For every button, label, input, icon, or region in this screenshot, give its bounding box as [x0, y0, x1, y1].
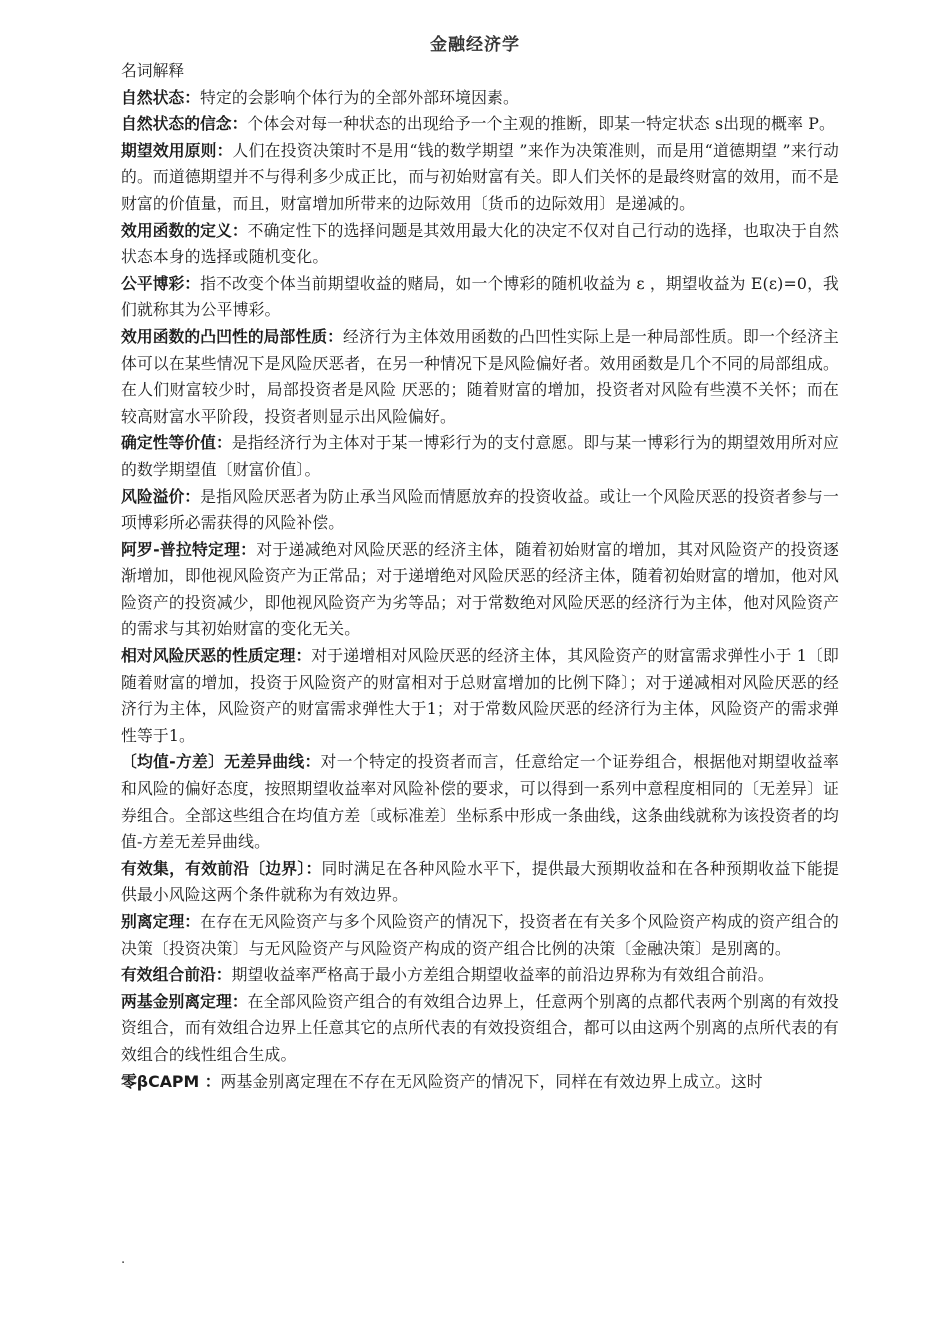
entry-expected-utility	[121, 138, 839, 218]
entry-term: 风险溢价	[121, 486, 185, 506]
entry-natural-state-belief	[121, 111, 839, 138]
entry-certainty-equivalent	[121, 430, 839, 483]
entry-definition: 指不改变个体当前期望收益的赌局，如一个博彩的随机收益为 ε ，期望收益为 E(ε)=0，我们就称其为公平博彩。	[121, 273, 839, 320]
entry-definition: 两基金别离定理在不存在无风险资产的情况下，同样在有效边界上成立。这时	[220, 1071, 763, 1091]
entry-term: 零βCAPM	[121, 1071, 200, 1091]
entry-separator: ：	[184, 87, 201, 107]
entry-separator: ：	[327, 326, 343, 346]
entry-term: 确定性等价值	[121, 433, 216, 453]
entry-term: 期望效用原则	[121, 140, 217, 160]
entry-definition: 对一个特定的投资者而言，任意给定一个证券组合，根据他对期望收益率和风险的偏好态度，按照期望收益率对风险补偿的要求，可以得到一系列中意程度相同的〔无差异〕证券组合。全部这些组合在均值方差〔或标准差〕坐标系中形成一条曲线，这条曲线就称为该投资者的均值-方差无差异曲线。	[121, 752, 839, 852]
entry-risk-premium	[121, 484, 839, 537]
entry-separator: ：	[231, 220, 248, 240]
section-title: 名词解释	[121, 61, 185, 80]
entry-term: 相对风险厌恶的性质定理	[121, 646, 296, 666]
entry-natural-state	[121, 85, 839, 112]
entry-separator: ：	[304, 752, 321, 772]
footer-mark: .	[121, 1252, 126, 1267]
page-header-title: 金融经济学	[430, 35, 520, 55]
entry-convexity-local	[121, 324, 839, 430]
entry-separator: ：	[199, 1071, 221, 1091]
entry-separator: ：	[216, 140, 233, 160]
entry-term: 效用函数的定义	[121, 220, 232, 240]
entry-relative-risk-aversion	[121, 643, 839, 749]
entry-definition: 是指风险厌恶者为防止承当风险而情愿放弃的投资收益。或让一个风险厌恶的投资者参与一项博彩所必需获得的风险补偿。	[121, 486, 839, 533]
entry-definition: 是指经济行为主体对于某一博彩行为的支付意愿。即与某一博彩行为的期望效用所对应的数学期望值〔财富价值〕。	[121, 433, 839, 479]
entry-definition: 同时满足在各种风险水平下，提供最大预期收益和在各种预期收益下能提供最小风险这两个条件就称为有效边界。	[121, 858, 839, 905]
entry-definition: 特定的会影响个体行为的全部外部环境因素。	[200, 87, 519, 107]
entry-zero-beta-capm	[121, 1069, 839, 1096]
entry-two-fund-separation	[121, 989, 839, 1069]
entry-efficient-frontier	[121, 856, 839, 909]
entry-efficient-portfolio-frontier	[121, 962, 839, 989]
entry-separator: ：	[295, 646, 312, 666]
entry-definition: 人们在投资决策时不是用“钱的数学期望 ”来作为决策准则，而是用“道德期望 ”来行动的。而道德期望并不与得利多少成正比，而与初始财富有关。即人们关怀的是最终财富的效用，而不是财富的价值量，而且，财富增加所带来的边际效用〔货币的边际效用〕是递减的。	[121, 140, 839, 213]
entry-definition: 个体会对每一种状态的出现给予一个主观的推断，即某一特定状态 s出现的概率 P。	[247, 114, 835, 134]
entry-separator: ：	[305, 858, 322, 878]
entry-term: 有效组合前沿	[121, 965, 216, 985]
entry-arrow-pratt	[121, 537, 839, 643]
entry-separator: ：	[231, 991, 248, 1011]
entry-term: 阿罗-普拉特定理	[121, 539, 241, 559]
entry-definition: 对于递减绝对风险厌恶的经济主体，随着初始财富的增加，其对风险资产的投资逐渐增加，即他视风险资产为正常品；对于递增绝对风险厌恶的经济主体，随着初始财富的增加，他对风险资产的投资减少，即他视风险资产为劣等品；对于常数绝对风险厌恶的经济行为主体，他对风险资产的需求与其初始财富的变化无关。	[121, 539, 839, 639]
entry-definition: 不确定性下的选择问题是其效用最大化的决定不仅对自己行动的选择，也取决于自然状态本身的选择或随机变化。	[121, 220, 839, 267]
entry-term: 两基金别离定理	[121, 991, 232, 1011]
entry-term: 效用函数的凸凹性的局部性质	[121, 326, 328, 346]
entry-separator: ：	[215, 433, 232, 453]
entry-separator: ：	[184, 912, 201, 931]
entry-separator: ：	[215, 965, 232, 985]
entry-indifference-curve	[121, 749, 839, 855]
entry-separation-theorem	[121, 909, 839, 962]
entry-term: 有效集，有效前沿〔边界〕	[121, 858, 306, 878]
entry-term: 自然状态	[121, 87, 185, 107]
entry-separator: ：	[240, 539, 257, 559]
entry-definition: 在全部风险资产组合的有效组合边界上，任意两个别离的点都代表两个别离的有效投资组合，而有效组合边界上任意其它的点所代表的有效投资组合，都可以由这两个别离的点所代表的有效组合的线性组合生成。	[121, 991, 839, 1064]
entry-term: 公平博彩	[121, 273, 185, 293]
entry-separator: ：	[184, 273, 201, 293]
entry-fair-gamble	[121, 271, 839, 324]
entry-separator: ：	[231, 114, 248, 134]
document-body	[121, 58, 839, 1095]
entry-utility-function	[121, 218, 839, 271]
entry-term: 自然状态的信念	[121, 114, 232, 134]
entry-separator: ：	[184, 486, 201, 506]
entry-definition: 经济行为主体效用函数的凸凹性实际上是一种局部性质。即一个经济主体可以在某些情况下是风险厌恶者，在另一种情况下是风险偏好者。效用函数是几个不同的局部组成。在人们财富较少时，局部投资者是风险 厌恶的；随着财富的增加，投资者对风险有些漠不关怀；而在较高财富水平阶段，投资者则显示出风险偏好。	[121, 326, 839, 426]
entry-definition: 对于递增相对风险厌恶的经济主体，其风险资产的财富需求弹性小于 1〔即随着财富的增加，投资于风险资产的财富相对于总财富增加的比例下降〕；对于递减相对风险厌恶的经济行为主体，风险资产的财富需求弹性大于1；对于常数风险厌恶的经济行为主体，风险资产的需求弹性等于1。	[121, 646, 839, 745]
entry-term: 别离定理	[121, 912, 185, 931]
entry-definition: 在存在无风险资产与多个风险资产的情况下，投资者在有关多个风险资产构成的资产组合的决策〔投资决策〕与无风险资产与风险资产构成的资产组合比例的决策〔金融决策〕是别离的。	[121, 912, 839, 958]
entry-definition: 期望收益率严格高于最小方差组合期望收益率的前沿边界称为有效组合前沿。	[231, 965, 774, 985]
entry-term: 〔均值-方差〕无差异曲线	[121, 752, 305, 772]
